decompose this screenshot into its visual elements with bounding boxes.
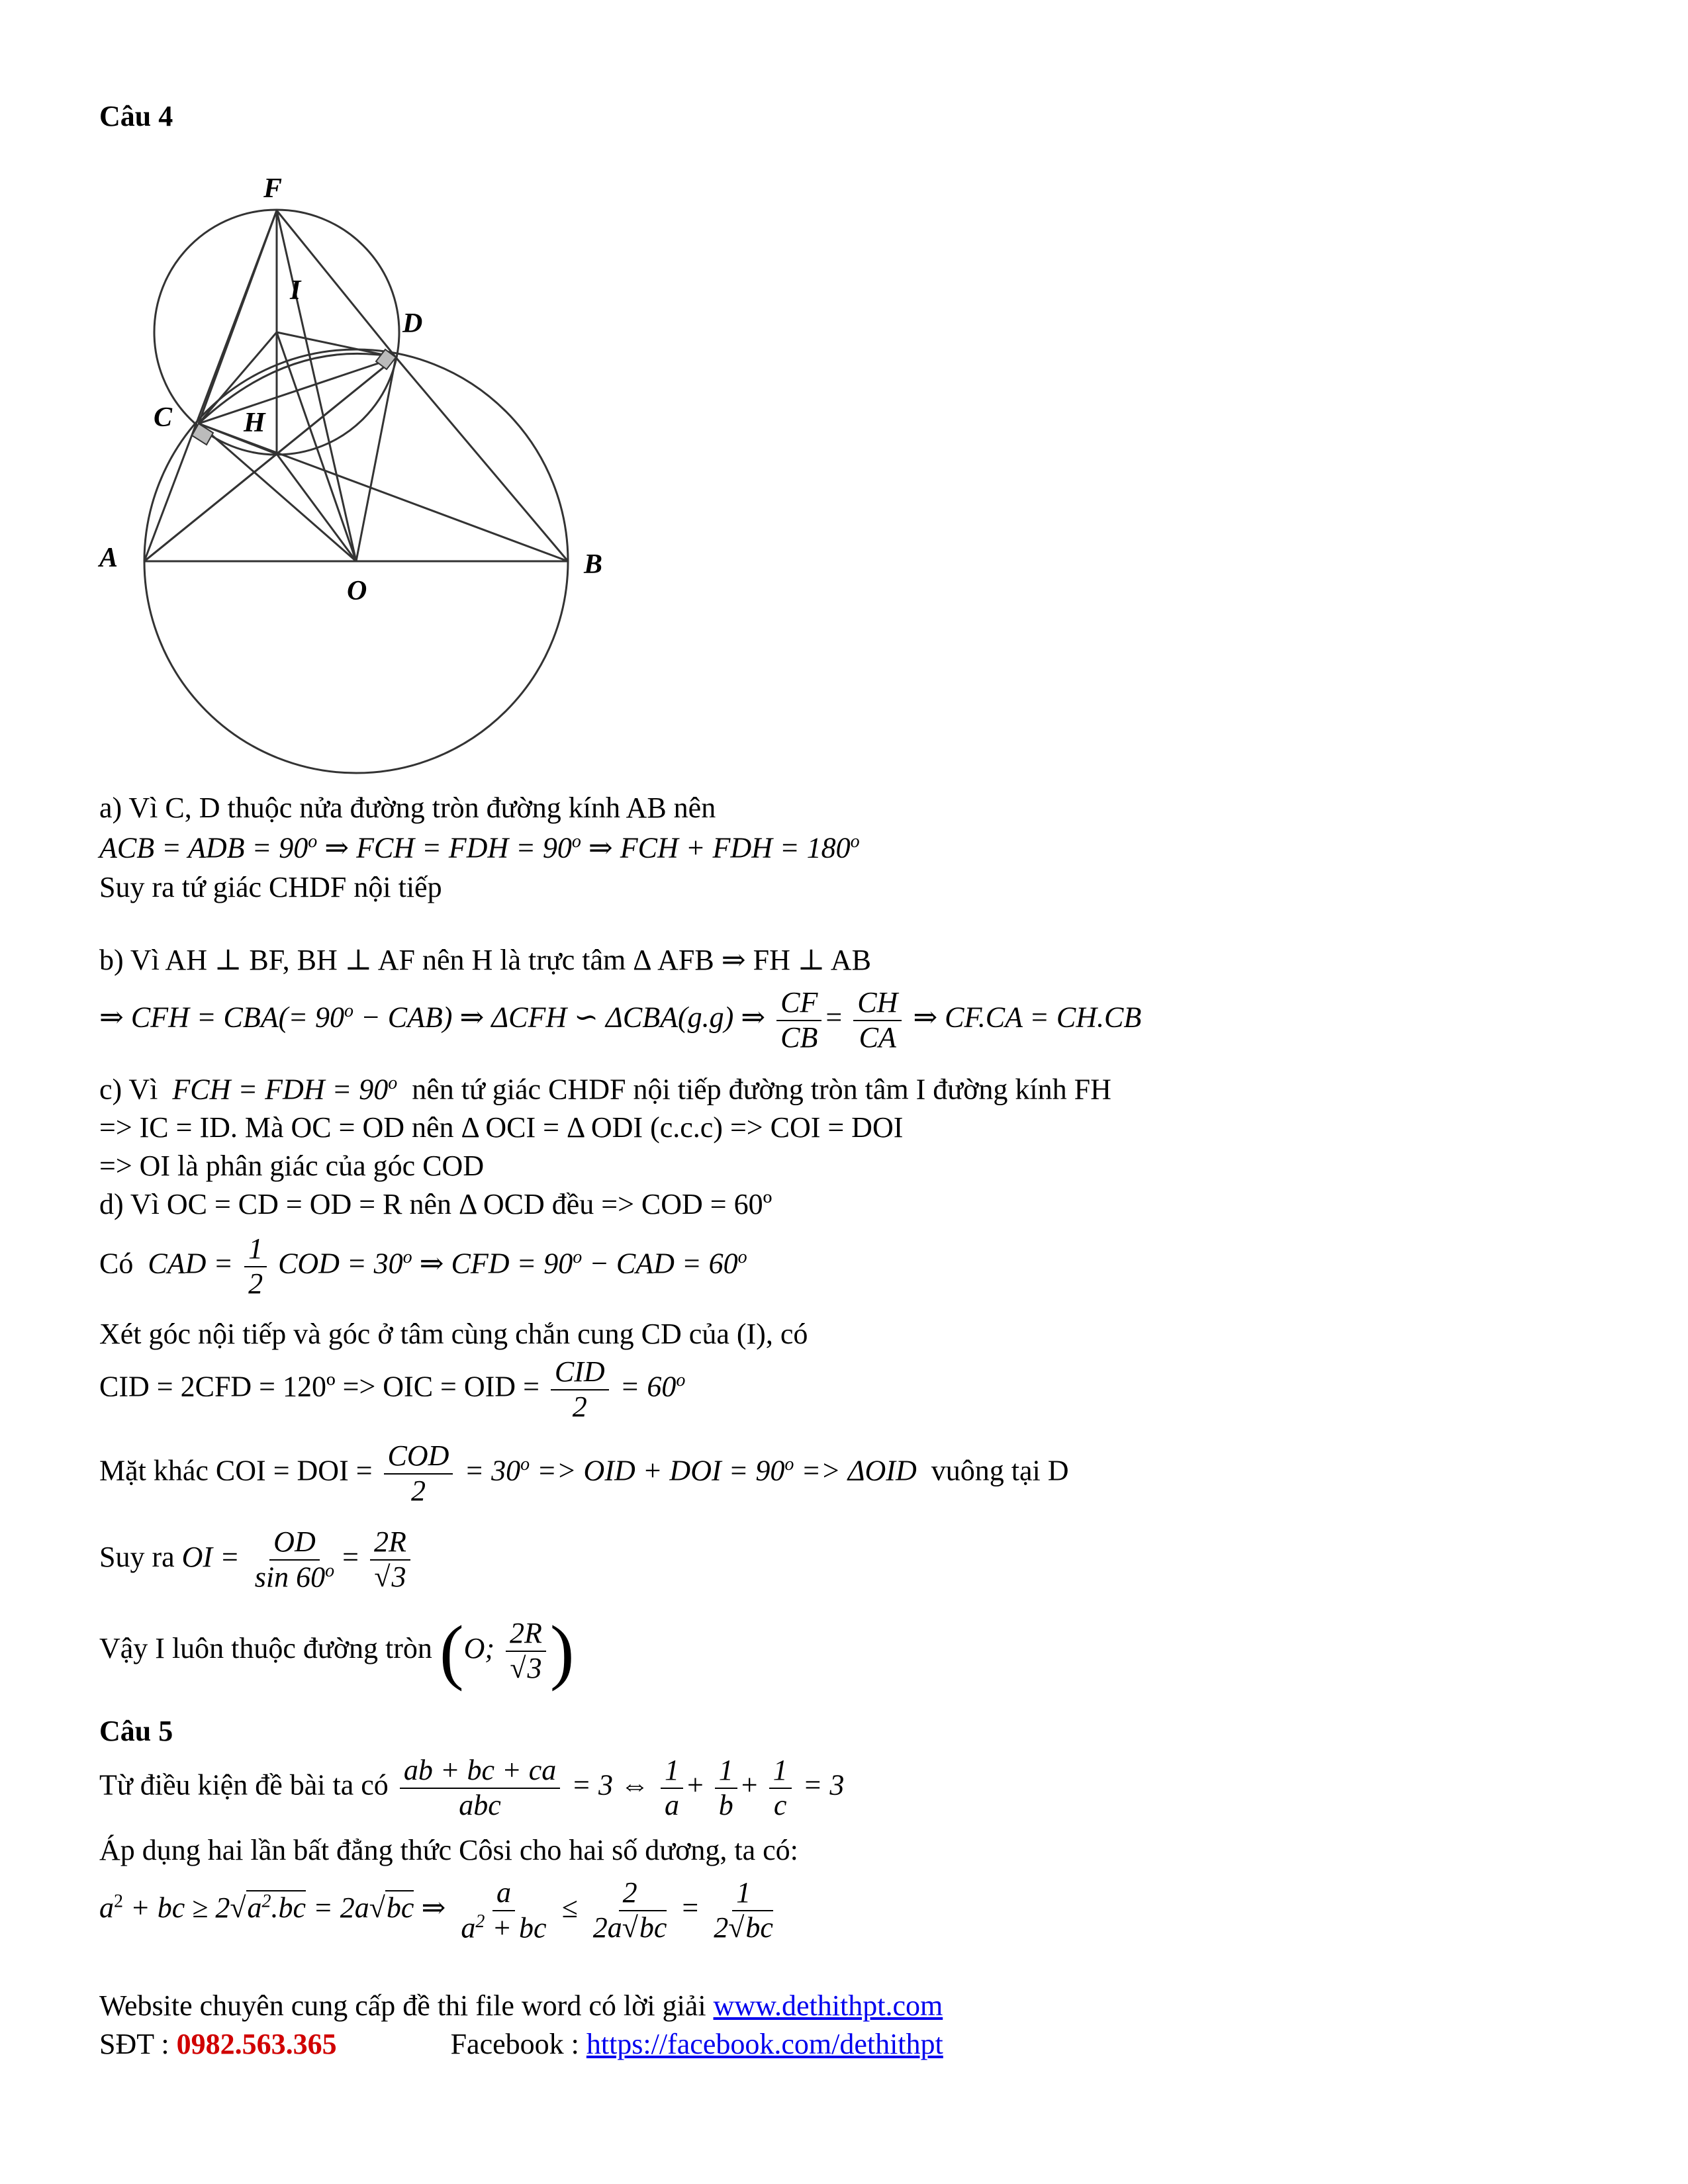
fraction-cod-2: $\frac{\text{COD}}{2}$: [384, 1439, 453, 1508]
part-d-line1: d) Vì OC = CD = OD = R nên Δ OCD đều => COD = 60º: [99, 1188, 773, 1220]
part-b-line1: b) Vì AH ⊥ BF, BH ⊥ AF nên H là trực tâm Δ AFB ⇒ FH ⊥ AB: [99, 944, 871, 976]
part-c-line1: c) Vì FCH = FDH = $90^o$ nên tứ giác CHDF nội tiếp đường tròn tâm I đường kính FH: [99, 1073, 1111, 1106]
cau5-heading: Câu 5: [99, 1715, 173, 1747]
part-d-line4: CID = 2CFD = 120º => OIC = OID = $\frac{\text{CID}}{2}$ = $60^o$: [99, 1355, 686, 1423]
cau5-line1: Từ điều kiện đề bài ta có $\frac{ab + bc + ca}{\text{abc}}$ = 3 ⇔ $\frac{1}{a}$ + $\frac{1}{b}$ + $\frac{1}{c}$ = 3: [99, 1754, 845, 1821]
part-b-line2: ⇒ CFH = $CBA(= 90^o - CAB)$ ⇒ ΔCFH ∽ ΔCBA(g.g) ⇒ $\frac{CF}{CB}$ = $\frac{CH}{CA}$ ⇒ CF.CA = CH.CB: [99, 986, 1142, 1054]
fraction-cf-cb: $\frac{CF}{CB}$: [776, 986, 821, 1054]
fraction-2r-sqrt3: $\frac{2R}{√3}$: [370, 1525, 410, 1594]
label-H: H: [244, 408, 265, 438]
footer-website-line: Website chuyên cung cấp đề thi file word có lời giải www.dethithpt.com: [99, 1989, 943, 2022]
part-d-line5: Mặt khác COI = DOI = $\frac{\text{COD}}{2}$ = $30^o$ => OID + DOI = $90^o => \Delta OID$ vuông tại D: [99, 1439, 1069, 1507]
phone-number: 0982.563.365: [176, 2028, 337, 2060]
fraction-1-over: $\frac{1}{2√bc}$: [714, 1876, 773, 1944]
website-link[interactable]: www.dethithpt.com: [713, 1989, 943, 2022]
part-d-line3: Xét góc nội tiếp và góc ở tâm cùng chắn cung CD của (I), có: [99, 1318, 808, 1350]
label-F: F: [263, 173, 283, 204]
fraction-ch-ca: $\frac{CH}{CA}$: [853, 986, 902, 1054]
fraction-cid-2: $\frac{\text{CID}}{2}$: [551, 1355, 609, 1424]
cau5-line3: $a^2$ + bc ≥ $2√a^2.bc = 2a√bc$ ⇒ $\frac{a}{a^2 + bc}$ ≤ $\frac{2}{2a√bc}$ = $\frac{1}{2√bc}$: [99, 1876, 781, 1945]
part-d-line6: Suy ra OI = $\frac{OD}{\sin 60^o}$ = $\frac{2R}{√3}$: [99, 1525, 414, 1594]
cau4-heading: Câu 4: [99, 100, 173, 132]
footer-contact-line: SĐT : 0982.563.365 Facebook : https://facebook.com/dethithpt: [99, 2028, 943, 2060]
fraction-od-sin60: $\frac{OD}{\sin 60^o}$: [254, 1525, 335, 1594]
label-I: I: [290, 275, 301, 306]
fraction-condition: $\frac{ab + bc + ca}{\text{abc}}$: [400, 1754, 560, 1822]
cau5-line2: Áp dụng hai lần bất đẳng thức Côsi cho hai số dương, ta có:: [99, 1834, 798, 1866]
label-D: D: [402, 308, 423, 339]
part-c-line2: => IC = ID. Mà OC = OD nên Δ OCI = Δ ODI (c.c.c) => COI = DOI: [99, 1111, 904, 1144]
label-O: O: [347, 576, 367, 606]
fraction-half: $\frac{1}{2}$: [244, 1232, 267, 1300]
part-a-line2: ACB = ADB = $90^o$ ⇒ FCH = FDH = $90^o$ ⇒ FCH + FDH = $180^o$: [99, 831, 860, 864]
part-a-line1: a) Vì C, D thuộc nửa đường tròn đường kính AB nên: [99, 792, 716, 824]
geometry-figure: [93, 159, 755, 781]
label-A: A: [99, 543, 118, 573]
fraction-circle-radius: $\frac{2R}{√3}$: [506, 1617, 546, 1685]
label-B: B: [584, 549, 603, 580]
part-d-line7: Vậy I luôn thuộc đường tròn (O; $\frac{2R}{√3}$ ): [99, 1611, 575, 1692]
part-d-line2: Có CAD = $\frac{1}{2}$ COD = $30^o$ ⇒ CFD = $90^o$ − CAD = $60^o$: [99, 1232, 747, 1300]
facebook-link[interactable]: https://facebook.com/dethithpt: [586, 2028, 943, 2060]
label-C: C: [154, 402, 173, 433]
part-c-line3: => OI là phân giác của góc COD: [99, 1150, 485, 1182]
fraction-a-over: $\frac{a}{a^2 + bc}$: [461, 1876, 547, 1944]
part-a-line3: Suy ra tứ giác CHDF nội tiếp: [99, 871, 442, 903]
fraction-2-over: $\frac{2}{2a√bc}$: [592, 1876, 667, 1944]
